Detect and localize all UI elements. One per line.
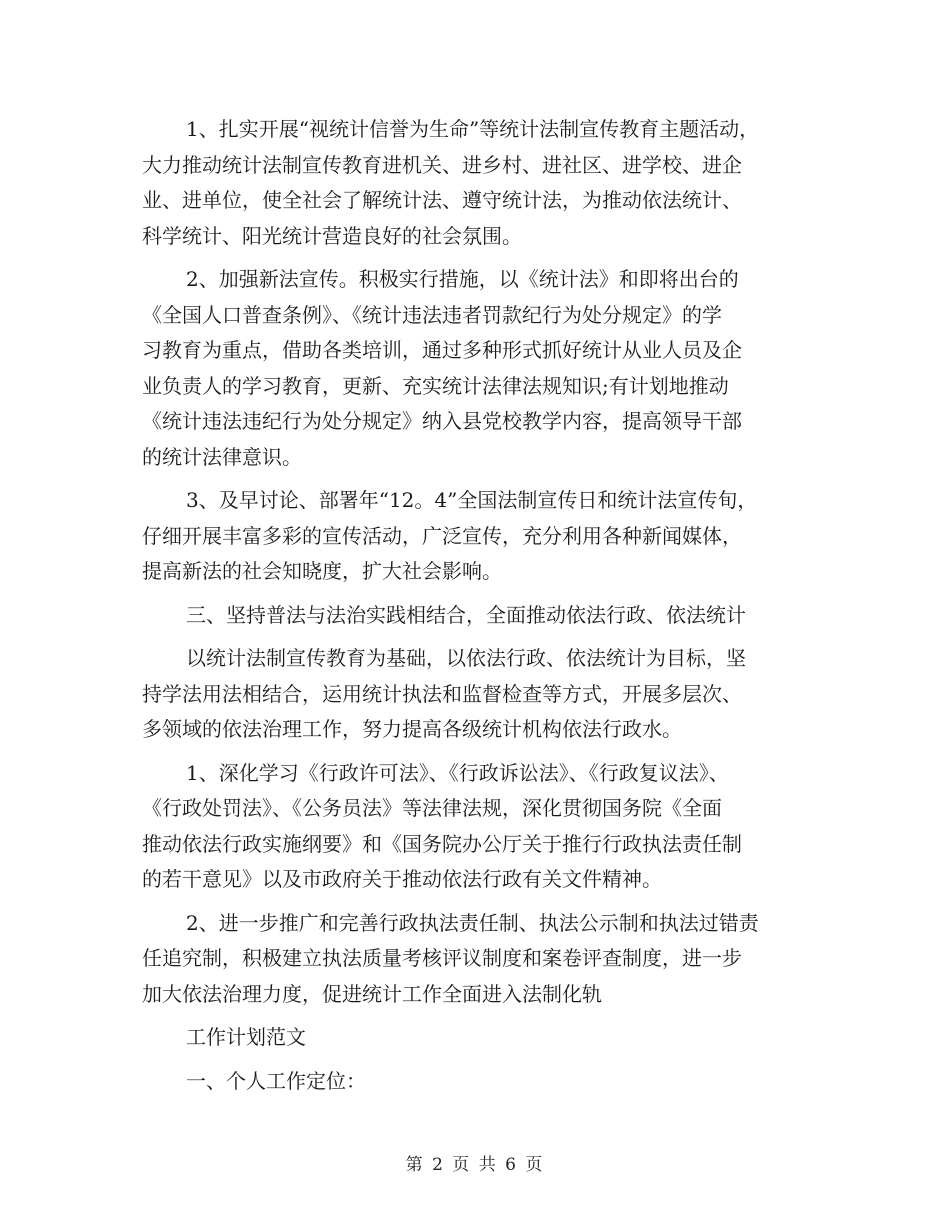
text-line: 仔细开展丰富多彩的宣传活动，广泛宣传，充分利用各种新闻媒体， (142, 523, 742, 548)
paragraph (142, 641, 822, 748)
text-line: 大力推动统计法制宣传教育进机关、进乡村、进社区、进学校、进企 (142, 152, 742, 177)
paragraph (142, 1020, 822, 1056)
text-line: 提高新法的社会知晓度，扩大社会影响。 (142, 559, 502, 583)
paragraph (142, 112, 822, 254)
paragraph (142, 598, 822, 634)
text-line: 持学法用法相结合，运用统计执法和监督检查等方式，开展多层次、 (142, 681, 742, 706)
text-line: 推动依法行政实施纲要》和《国务院办公厅关于推行行政执法责任制 (142, 831, 742, 856)
text-line: 1、扎实开展“视统计信誉为生命”等统计法制宣传教育主题活动， (186, 117, 760, 141)
text-line: 一、个人工作定位： (186, 1068, 366, 1093)
text-line: 习教育为重点，借助各类培训，通过多种形式抓好统计从业人员及企 (142, 338, 742, 362)
text-line: 三、坚持普法与法治实践相结合，全面推动依法行政、依法统计 (186, 602, 746, 627)
text-line: 2、进一步推广和完善行政执法责任制、执法公示制和执法过错责 (186, 910, 759, 935)
text-line: 《行政处罚法》、《公务员法》等法律法规，深化贯彻国务院《全面 (142, 796, 722, 820)
text-line: 2、加强新法宣传。积极实行措施，以《统计法》和即将出台的 (186, 267, 739, 291)
document-body (142, 112, 822, 1107)
text-line: 加大依法治理力度，促进统计工作全面进入法制化轨 (142, 981, 602, 1006)
paragraph (142, 906, 822, 1013)
text-line: 《全国人口普查条例》、《统计违法违者罚款纪行为处分规定》的学 (142, 302, 722, 327)
text-line: 多领域的依法治理工作，努力提高各级统计机构依法行政水。 (142, 717, 682, 741)
text-line: 业负责人的学习教育，更新、充实统计法律法规知识;有计划地推动 (142, 373, 729, 398)
text-line: 工作计划范文 (186, 1025, 306, 1049)
text-line: 以统计法制宣传教育为基础，以依法行政、依法统计为目标，坚 (186, 646, 746, 670)
text-line: 任追究制，积极建立执法质量考核评议制度和案卷评查制度，进一步 (142, 946, 742, 970)
text-line: 3、及早讨论、部署年“12。4”全国法制宣传日和统计法宣传旬， (186, 488, 758, 512)
text-line: 《统计违法违纪行为处分规定》纳入县党校教学内容，提高领导干部 (142, 409, 742, 433)
text-line: 业、进单位，使全社会了解统计法、遵守统计法，为推动依法统计、 (142, 188, 742, 212)
text-line: 的统计法律意识。 (142, 444, 302, 469)
text-line: 1、深化学习《行政许可法》、《行政诉讼法》、《行政复议法》、 (186, 760, 729, 785)
text-line: 科学统计、阳光统计营造良好的社会氛围。 (142, 223, 522, 248)
paragraph (142, 262, 822, 475)
paragraph (142, 483, 822, 590)
text-line: 的若干意见》以及市政府关于推动依法行政有关文件精神。 (142, 867, 662, 891)
paragraph (142, 756, 822, 898)
page-footer: 第 2 页 共 6 页 (405, 1155, 545, 1175)
paragraph (142, 1064, 822, 1100)
